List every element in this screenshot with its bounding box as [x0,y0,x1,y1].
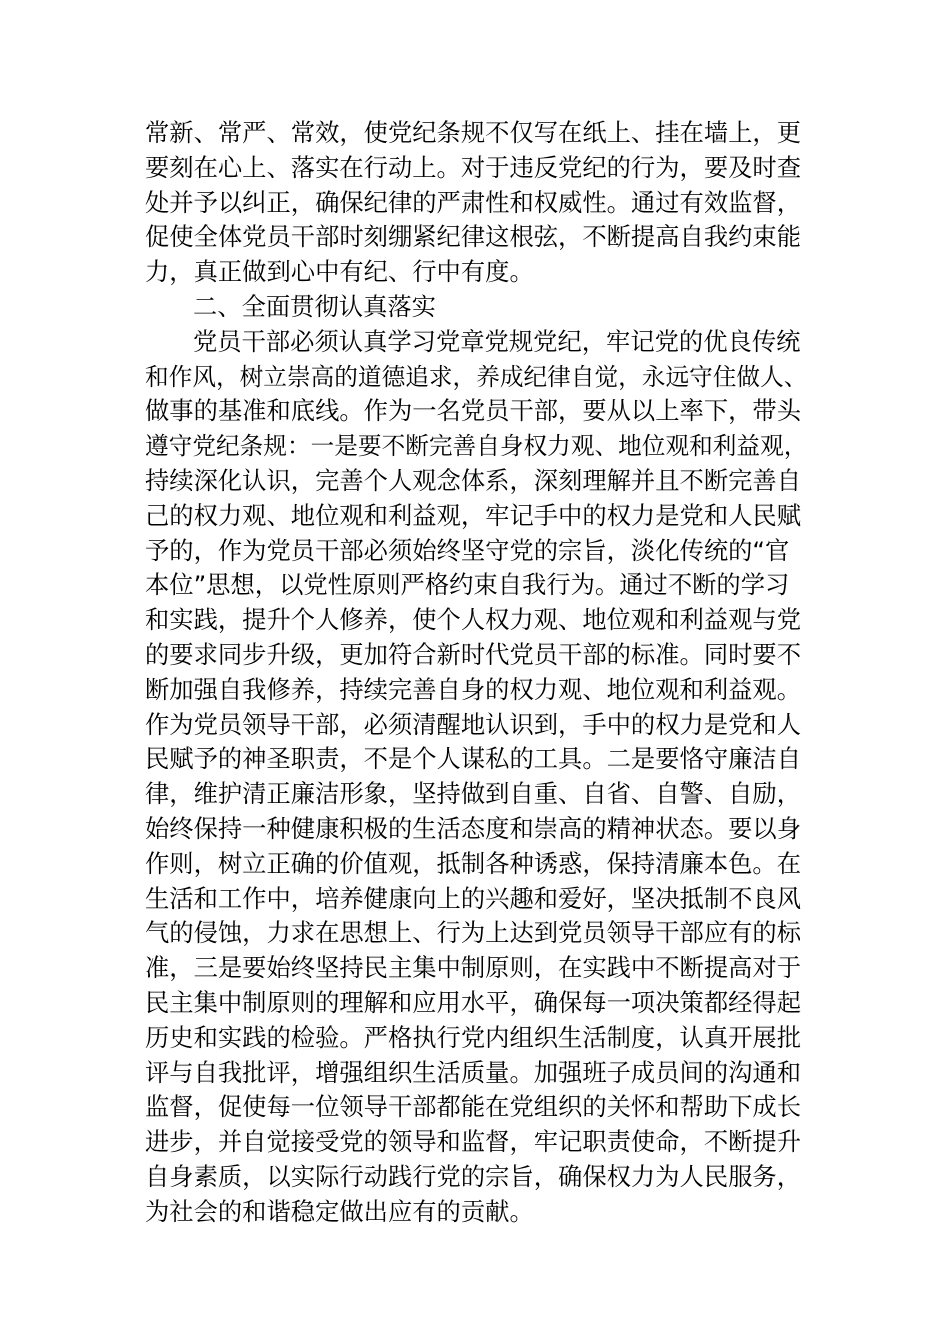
text-line: 气的侵蚀，力求在思想上、行为上达到党员领导干部应有的标 [145,918,802,948]
text-line: 常新、常严、常效，使党纪条规不仅写在纸上、挂在墙上，更 [145,118,802,147]
text-line: 遵守党纪条规：一是要不断完善自身权力观、地位观和利益观， [145,432,808,461]
text-line: 历史和实践的检验。严格执行党内组织生活制度，认真开展批 [145,1022,802,1052]
text-line: 进步，并自觉接受党的领导和监督，牢记职责使命，不断提升 [145,1127,802,1157]
text-line: 律，维护清正廉洁形象，坚持做到自重、自省、自警、自励， [145,779,802,809]
text-line: 力，真正做到心中有纪、行中有度。 [145,257,534,287]
text-line: 始终保持一种健康积极的生活态度和崇高的精神状态。要以身 [145,813,802,843]
text-line: 作为党员领导干部，必须清醒地认识到，手中的权力是党和人 [145,709,802,739]
text-line: 断加强自我修养，持续完善自身的权力观、地位观和利益观。 [145,674,802,704]
text-line: 的要求同步升级，更加符合新时代党员干部的标准。同时要不 [145,639,802,669]
text-line: 生活和工作中，培养健康向上的兴趣和爱好，坚决抵制不良风 [145,883,802,913]
text-line: 和实践，提升个人修养，使个人权力观、地位观和利益观与党 [145,605,802,635]
text-line: 民赋予的神圣职责，不是个人谋私的工具。二是要恪守廉洁自 [145,744,802,774]
text-line: 要刻在心上、落实在行动上。对于违反党纪的行为，要及时查 [145,152,802,182]
paragraph-first-line: 党员干部必须认真学习党章党规党纪，牢记党的优良传统 [193,326,801,356]
text-line: 评与自我批评，增强组织生活质量。加强班子成员间的沟通和 [145,1057,802,1087]
paragraph-first-line: 二、全面贯彻认真落实 [193,291,436,321]
text-line: 持续深化认识，完善个人观念体系，深刻理解并且不断完善自 [145,465,802,495]
text-line: 促使全体党员干部时刻绷紧纪律这根弦，不断提高自我约束能 [145,222,802,252]
body-text [145,116,807,1230]
text-line: 处并予以纠正，确保纪律的严肃性和权威性。通过有效监督， [145,187,802,217]
text-line: 民主集中制原则的理解和应用水平，确保每一项决策都经得起 [145,987,802,1017]
text-line: 自身素质，以实际行动践行党的宗旨，确保权力为人民服务， [145,1161,802,1191]
text-line: 准，三是要始终坚持民主集中制原则，在实践中不断提高对于 [145,953,802,983]
text-line: 为社会的和谐稳定做出应有的贡献。 [145,1196,534,1226]
text-line: 监督，促使每一位领导干部都能在党组织的关怀和帮助下成长 [145,1092,802,1122]
text-line: 己的权力观、地位观和利益观，牢记手中的权力是党和人民赋 [145,500,802,530]
text-line: 本位”思想，以党性原则严格约束自我行为。通过不断的学习 [145,570,790,600]
text-line: 和作风，树立崇高的道德追求，养成纪律自觉，永远守住做人、 [145,362,808,391]
text-line: 做事的基准和底线。作为一名党员干部，要从以上率下，带头 [145,396,802,426]
text-line: 予的，作为党员干部必须始终坚守党的宗旨，淡化传统的“官 [145,535,790,565]
text-line: 作则，树立正确的价值观，抵制各种诱惑，保持清廉本色。在 [145,848,802,878]
